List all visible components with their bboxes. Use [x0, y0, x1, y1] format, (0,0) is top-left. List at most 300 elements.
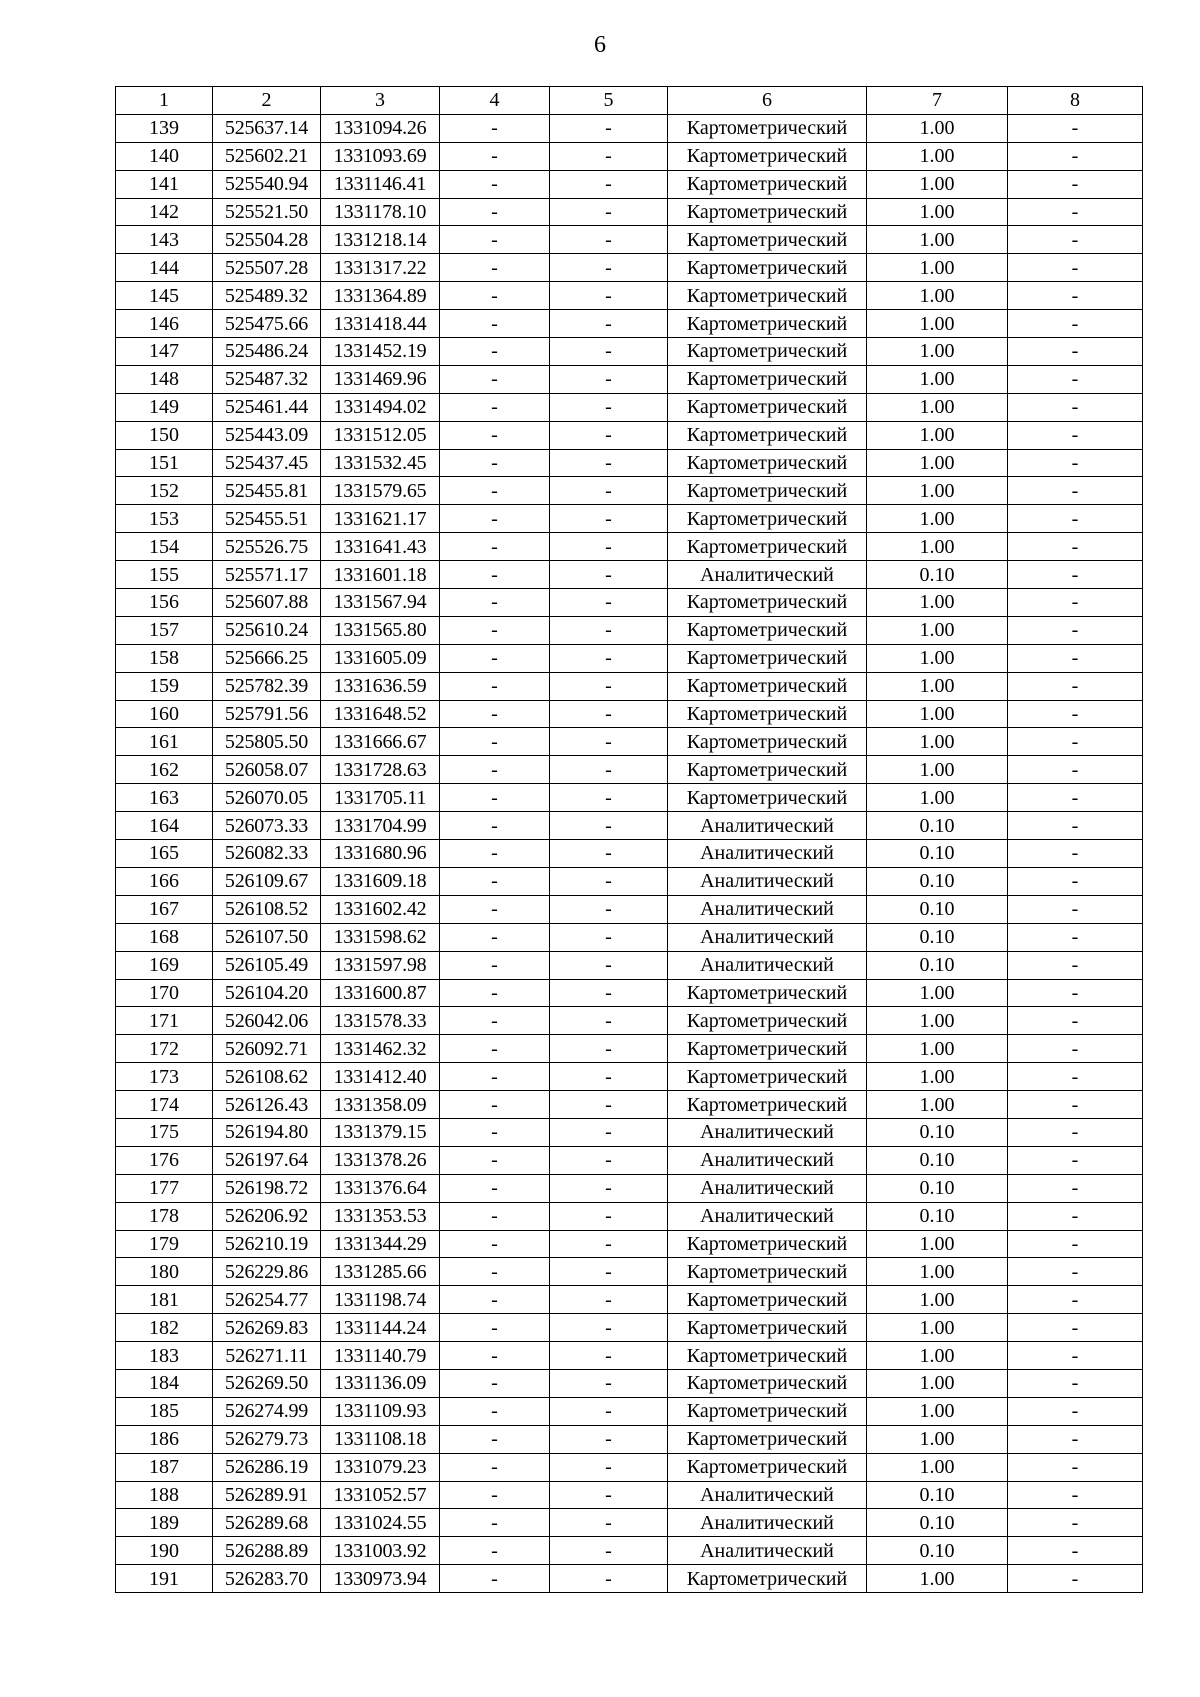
table-row	[116, 393, 1143, 421]
table-cell: -	[550, 784, 668, 812]
table-cell: Картометрический	[668, 1369, 867, 1397]
table-cell: -	[440, 561, 550, 589]
table-cell: -	[550, 421, 668, 449]
table-cell: 526269.50	[213, 1369, 321, 1397]
table-cell: 1.00	[867, 114, 1008, 142]
table-row	[116, 1035, 1143, 1063]
table-cell: -	[550, 310, 668, 338]
table-cell: -	[1008, 1063, 1143, 1091]
table-cell: 1.00	[867, 533, 1008, 561]
table-cell: -	[440, 533, 550, 561]
table-cell: -	[1008, 1481, 1143, 1509]
table-cell: 1331285.66	[321, 1258, 440, 1286]
table-cell: 1.00	[867, 756, 1008, 784]
table-cell: -	[1008, 142, 1143, 170]
table-cell: 1331353.53	[321, 1202, 440, 1230]
table-row	[116, 254, 1143, 282]
table-cell: 158	[116, 644, 213, 672]
table-cell: Картометрический	[668, 142, 867, 170]
table-cell: 1.00	[867, 1007, 1008, 1035]
table-cell: -	[550, 505, 668, 533]
table-cell: -	[440, 700, 550, 728]
table-cell: 1331578.33	[321, 1007, 440, 1035]
table-cell: 1331532.45	[321, 449, 440, 477]
table-cell: -	[550, 672, 668, 700]
table-cell: 163	[116, 784, 213, 812]
table-cell: 526108.52	[213, 895, 321, 923]
table-cell: -	[440, 979, 550, 1007]
table-row	[116, 114, 1143, 142]
table-cell: -	[1008, 1565, 1143, 1593]
table-cell: 525443.09	[213, 421, 321, 449]
table-row	[116, 979, 1143, 1007]
table-cell: 526042.06	[213, 1007, 321, 1035]
table-cell: -	[550, 1118, 668, 1146]
table-cell: -	[440, 1342, 550, 1370]
table-cell: Аналитический	[668, 895, 867, 923]
table-cell: 151	[116, 449, 213, 477]
table-cell: 1.00	[867, 728, 1008, 756]
table-cell: 148	[116, 365, 213, 393]
table-cell: 525526.75	[213, 533, 321, 561]
table-cell: 142	[116, 198, 213, 226]
column-header-3: 3	[321, 87, 440, 115]
table-cell: 525437.45	[213, 449, 321, 477]
table-cell: 525475.66	[213, 310, 321, 338]
table-cell: Картометрический	[668, 784, 867, 812]
table-cell: -	[440, 170, 550, 198]
table-cell: 170	[116, 979, 213, 1007]
table-row	[116, 1397, 1143, 1425]
table-cell: 526082.33	[213, 840, 321, 868]
table-row	[116, 589, 1143, 617]
table-cell: 525602.21	[213, 142, 321, 170]
table-cell: -	[1008, 840, 1143, 868]
table-cell: -	[1008, 1230, 1143, 1258]
table-cell: 1331144.24	[321, 1314, 440, 1342]
table-cell: -	[550, 449, 668, 477]
table-cell: 162	[116, 756, 213, 784]
table-cell: 1.00	[867, 449, 1008, 477]
table-cell: Картометрический	[668, 616, 867, 644]
table-row	[116, 672, 1143, 700]
table-cell: -	[1008, 1425, 1143, 1453]
table-cell: 166	[116, 867, 213, 895]
table-cell: Картометрический	[668, 226, 867, 254]
table-row	[116, 421, 1143, 449]
column-header-5: 5	[550, 87, 668, 115]
table-header-row	[116, 87, 1143, 115]
table-cell: -	[550, 1091, 668, 1119]
table-cell: 1331666.67	[321, 728, 440, 756]
table-cell: 141	[116, 170, 213, 198]
table-cell: -	[1008, 1202, 1143, 1230]
table-cell: -	[440, 1425, 550, 1453]
table-cell: 161	[116, 728, 213, 756]
table-cell: 146	[116, 310, 213, 338]
table-cell: 175	[116, 1118, 213, 1146]
table-cell: 1331469.96	[321, 365, 440, 393]
table-cell: 1331344.29	[321, 1230, 440, 1258]
table-cell: 143	[116, 226, 213, 254]
table-cell: -	[440, 616, 550, 644]
table-row	[116, 365, 1143, 393]
table-cell: 1.00	[867, 589, 1008, 617]
table-cell: 1331605.09	[321, 644, 440, 672]
table-cell: 1.00	[867, 1286, 1008, 1314]
table-cell: 145	[116, 282, 213, 310]
table-cell: -	[550, 616, 668, 644]
table-cell: -	[550, 1174, 668, 1202]
table-cell: 1.00	[867, 393, 1008, 421]
table-cell: 0.10	[867, 812, 1008, 840]
table-cell: 525791.56	[213, 700, 321, 728]
table-cell: 1.00	[867, 282, 1008, 310]
table-cell: 1331358.09	[321, 1091, 440, 1119]
table-cell: 173	[116, 1063, 213, 1091]
table-cell: -	[1008, 1537, 1143, 1565]
column-header-1: 1	[116, 87, 213, 115]
table-row	[116, 784, 1143, 812]
table-row	[116, 895, 1143, 923]
table-row	[116, 1258, 1143, 1286]
column-header-2: 2	[213, 87, 321, 115]
table-cell: 526254.77	[213, 1286, 321, 1314]
table-cell: 156	[116, 589, 213, 617]
table-cell: -	[1008, 1091, 1143, 1119]
table-row	[116, 1481, 1143, 1509]
table-cell: -	[440, 840, 550, 868]
table-cell: 1331093.69	[321, 142, 440, 170]
table-row	[116, 198, 1143, 226]
table-row	[116, 533, 1143, 561]
table-cell: 147	[116, 338, 213, 366]
table-cell: -	[550, 226, 668, 254]
table-cell: 526271.11	[213, 1342, 321, 1370]
table-cell: -	[1008, 867, 1143, 895]
table-cell: -	[440, 1537, 550, 1565]
table-cell: -	[550, 1369, 668, 1397]
table-cell: 167	[116, 895, 213, 923]
table-cell: 1.00	[867, 1342, 1008, 1370]
table-cell: 171	[116, 1007, 213, 1035]
table-row	[116, 449, 1143, 477]
table-cell: 526288.89	[213, 1537, 321, 1565]
table-cell: -	[1008, 338, 1143, 366]
table-cell: 1.00	[867, 672, 1008, 700]
table-cell: -	[550, 1258, 668, 1286]
table-cell: 1331136.09	[321, 1369, 440, 1397]
table-cell: -	[1008, 1286, 1143, 1314]
table-cell: 1.00	[867, 477, 1008, 505]
table-cell: 174	[116, 1091, 213, 1119]
table-cell: -	[550, 728, 668, 756]
table-cell: 0.10	[867, 923, 1008, 951]
table-cell: Картометрический	[668, 533, 867, 561]
table-cell: 526229.86	[213, 1258, 321, 1286]
table-cell: -	[1008, 589, 1143, 617]
table-cell: -	[550, 170, 668, 198]
table-cell: 0.10	[867, 840, 1008, 868]
table-cell: -	[550, 533, 668, 561]
table-cell: -	[550, 1453, 668, 1481]
table-cell: 168	[116, 923, 213, 951]
table-cell: Аналитический	[668, 1537, 867, 1565]
table-row	[116, 1202, 1143, 1230]
table-cell: -	[550, 867, 668, 895]
table-cell: 155	[116, 561, 213, 589]
table-cell: 1331198.74	[321, 1286, 440, 1314]
table-cell: 1.00	[867, 979, 1008, 1007]
table-cell: -	[550, 1314, 668, 1342]
table-cell: -	[1008, 812, 1143, 840]
table-cell: -	[550, 644, 668, 672]
table-cell: -	[1008, 1118, 1143, 1146]
table-cell: 154	[116, 533, 213, 561]
table-cell: -	[1008, 784, 1143, 812]
table-cell: Аналитический	[668, 1174, 867, 1202]
table-cell: -	[550, 812, 668, 840]
table-cell: -	[440, 1091, 550, 1119]
table-cell: 165	[116, 840, 213, 868]
table-cell: 0.10	[867, 1202, 1008, 1230]
table-cell: -	[440, 784, 550, 812]
table-cell: Картометрический	[668, 1314, 867, 1342]
table-cell: -	[440, 895, 550, 923]
table-row	[116, 1509, 1143, 1537]
table-cell: 1331600.87	[321, 979, 440, 1007]
table-cell: Картометрический	[668, 365, 867, 393]
table-cell: 185	[116, 1397, 213, 1425]
table-cell: 525607.88	[213, 589, 321, 617]
table-cell: 1331109.93	[321, 1397, 440, 1425]
table-cell: -	[1008, 282, 1143, 310]
table-cell: -	[1008, 477, 1143, 505]
table-row	[116, 282, 1143, 310]
table-cell: 1331378.26	[321, 1146, 440, 1174]
table-cell: -	[550, 1481, 668, 1509]
table-cell: 1331364.89	[321, 282, 440, 310]
table-cell: 526197.64	[213, 1146, 321, 1174]
table-cell: Картометрический	[668, 393, 867, 421]
table-cell: -	[550, 951, 668, 979]
table-row	[116, 477, 1143, 505]
table-row	[116, 561, 1143, 589]
table-cell: -	[1008, 449, 1143, 477]
table-cell: Картометрический	[668, 1425, 867, 1453]
table-cell: -	[1008, 1174, 1143, 1202]
table-cell: Картометрический	[668, 589, 867, 617]
table-cell: 149	[116, 393, 213, 421]
table-cell: 186	[116, 1425, 213, 1453]
table-cell: 1.00	[867, 142, 1008, 170]
table-cell: -	[1008, 1035, 1143, 1063]
table-cell: -	[1008, 672, 1143, 700]
table-cell: 0.10	[867, 561, 1008, 589]
table-cell: 152	[116, 477, 213, 505]
table-cell: Картометрический	[668, 198, 867, 226]
table-cell: -	[550, 254, 668, 282]
table-cell: -	[440, 812, 550, 840]
table-cell: 1331601.18	[321, 561, 440, 589]
table-cell: 1331565.80	[321, 616, 440, 644]
table-cell: 526070.05	[213, 784, 321, 812]
table-cell: -	[440, 644, 550, 672]
table-cell: Картометрический	[668, 1286, 867, 1314]
table-row	[116, 1453, 1143, 1481]
table-cell: -	[550, 1286, 668, 1314]
table-cell: -	[1008, 644, 1143, 672]
table-cell: Картометрический	[668, 644, 867, 672]
table-cell: 1331218.14	[321, 226, 440, 254]
table-cell: 1.00	[867, 365, 1008, 393]
table-cell: 1331178.10	[321, 198, 440, 226]
table-cell: 1.00	[867, 226, 1008, 254]
table-cell: 525666.25	[213, 644, 321, 672]
table-cell: Картометрический	[668, 756, 867, 784]
table-cell: 0.10	[867, 1174, 1008, 1202]
table-row	[116, 142, 1143, 170]
table-cell: Аналитический	[668, 1118, 867, 1146]
table-row	[116, 700, 1143, 728]
table-cell: -	[440, 254, 550, 282]
table-cell: 525461.44	[213, 393, 321, 421]
table-cell: -	[440, 1146, 550, 1174]
table-cell: 0.10	[867, 867, 1008, 895]
table-cell: 525610.24	[213, 616, 321, 644]
table-cell: Картометрический	[668, 449, 867, 477]
table-cell: 1331512.05	[321, 421, 440, 449]
table-cell: 526109.67	[213, 867, 321, 895]
page-number: 6	[594, 32, 606, 58]
table-cell: 1331024.55	[321, 1509, 440, 1537]
table-cell: 1.00	[867, 338, 1008, 366]
table-cell: -	[440, 672, 550, 700]
table-cell: Аналитический	[668, 840, 867, 868]
table-cell: 150	[116, 421, 213, 449]
table-cell: 526210.19	[213, 1230, 321, 1258]
table-row	[116, 812, 1143, 840]
table-cell: 525782.39	[213, 672, 321, 700]
column-header-6: 6	[668, 87, 867, 115]
table-cell: -	[440, 1202, 550, 1230]
table-cell: -	[550, 365, 668, 393]
table-cell: 526198.72	[213, 1174, 321, 1202]
table-cell: 1331317.22	[321, 254, 440, 282]
table-cell: -	[1008, 756, 1143, 784]
table-cell: -	[440, 589, 550, 617]
table-cell: -	[440, 923, 550, 951]
table-cell: Картометрический	[668, 1035, 867, 1063]
table-row	[116, 1063, 1143, 1091]
table-cell: -	[440, 505, 550, 533]
table-cell: -	[1008, 1007, 1143, 1035]
table-cell: 1.00	[867, 505, 1008, 533]
table-cell: Картометрический	[668, 1397, 867, 1425]
table-cell: -	[440, 114, 550, 142]
table-cell: 1331602.42	[321, 895, 440, 923]
table-cell: 525486.24	[213, 338, 321, 366]
table-cell: 1.00	[867, 700, 1008, 728]
table-cell: -	[1008, 616, 1143, 644]
table-cell: 1331641.43	[321, 533, 440, 561]
table-cell: 191	[116, 1565, 213, 1593]
table-cell: 160	[116, 700, 213, 728]
table-cell: 525507.28	[213, 254, 321, 282]
table-cell: 526194.80	[213, 1118, 321, 1146]
table-cell: 188	[116, 1481, 213, 1509]
table-cell: 525540.94	[213, 170, 321, 198]
table-cell: 0.10	[867, 1146, 1008, 1174]
table-cell: Картометрический	[668, 477, 867, 505]
table-cell: 1.00	[867, 616, 1008, 644]
table-cell: 0.10	[867, 1537, 1008, 1565]
table-cell: -	[550, 840, 668, 868]
table-row	[116, 1146, 1143, 1174]
table-cell: Картометрический	[668, 1007, 867, 1035]
table-cell: -	[550, 1565, 668, 1593]
table-cell: 1331728.63	[321, 756, 440, 784]
table-cell: 1.00	[867, 198, 1008, 226]
table-cell: -	[550, 1397, 668, 1425]
table-cell: 0.10	[867, 1118, 1008, 1146]
table-cell: 1331704.99	[321, 812, 440, 840]
column-header-8: 8	[1008, 87, 1143, 115]
table-cell: 179	[116, 1230, 213, 1258]
table-cell: 525637.14	[213, 114, 321, 142]
table-row	[116, 505, 1143, 533]
table-cell: -	[440, 1230, 550, 1258]
table-cell: 1331567.94	[321, 589, 440, 617]
table-cell: -	[1008, 1453, 1143, 1481]
table-cell: 1331648.52	[321, 700, 440, 728]
table-cell: -	[1008, 923, 1143, 951]
table-cell: 1.00	[867, 170, 1008, 198]
table-cell: -	[550, 477, 668, 505]
table-cell: 526105.49	[213, 951, 321, 979]
table-cell: 1331609.18	[321, 867, 440, 895]
table-cell: -	[1008, 700, 1143, 728]
table-cell: -	[1008, 421, 1143, 449]
table-cell: 1331494.02	[321, 393, 440, 421]
table-cell: 1.00	[867, 1369, 1008, 1397]
table-row	[116, 644, 1143, 672]
table-cell: -	[550, 114, 668, 142]
table-cell: 526108.62	[213, 1063, 321, 1091]
table-cell: Картометрический	[668, 1258, 867, 1286]
table-cell: 190	[116, 1537, 213, 1565]
table-cell: 526073.33	[213, 812, 321, 840]
table-cell: -	[550, 198, 668, 226]
table-cell: 1331579.65	[321, 477, 440, 505]
table-cell: 1.00	[867, 254, 1008, 282]
table-cell: 1331108.18	[321, 1425, 440, 1453]
table-cell: Аналитический	[668, 1146, 867, 1174]
table-cell: 176	[116, 1146, 213, 1174]
table-row	[116, 1286, 1143, 1314]
table-cell: 1331621.17	[321, 505, 440, 533]
table-cell: -	[1008, 226, 1143, 254]
table-cell: -	[440, 1397, 550, 1425]
table-cell: -	[550, 393, 668, 421]
table-cell: -	[1008, 254, 1143, 282]
table-cell: 1331412.40	[321, 1063, 440, 1091]
table-cell: Аналитический	[668, 1509, 867, 1537]
table-row	[116, 951, 1143, 979]
table-cell: 172	[116, 1035, 213, 1063]
table-cell: -	[550, 1202, 668, 1230]
table-cell: -	[1008, 951, 1143, 979]
